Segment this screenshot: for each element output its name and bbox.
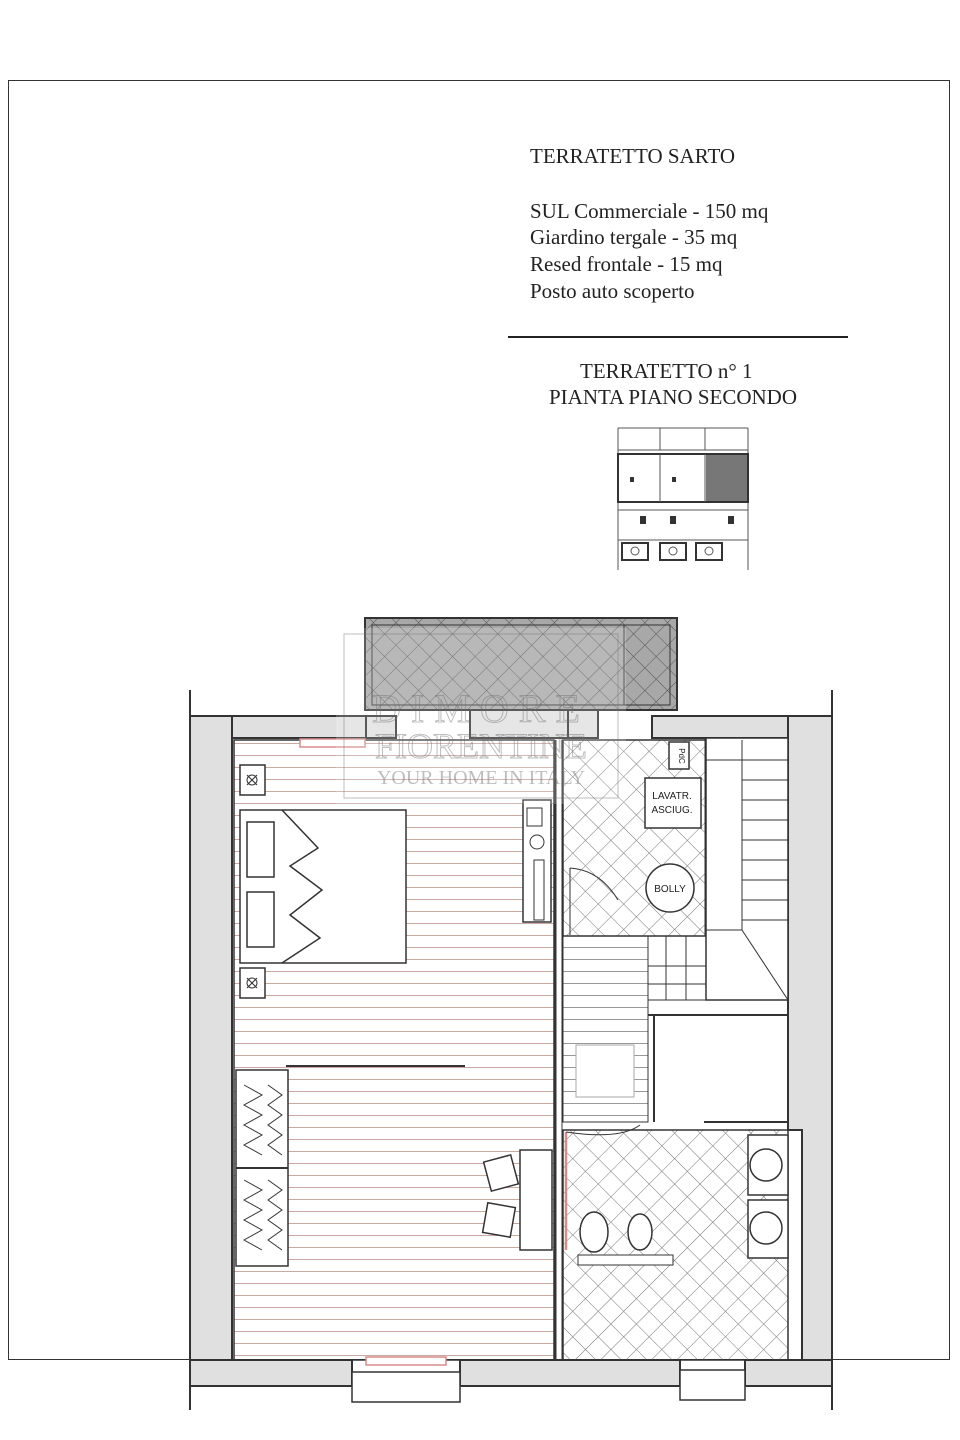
watermark-line-2: FIORENTINE	[375, 726, 587, 766]
washer-label: LAVATR.	[652, 791, 692, 802]
project-title: TERRATETTO SARTO	[530, 144, 736, 168]
watermark	[336, 628, 626, 804]
dryer-label: ASCIUG.	[651, 805, 693, 816]
spec-sul: SUL Commerciale - 150 mq	[530, 199, 769, 223]
spec-parking: Posto auto scoperto	[530, 279, 695, 303]
spec-garden: Giardino tergale - 35 mq	[530, 225, 738, 249]
desk	[523, 800, 551, 922]
bathroom	[563, 1125, 788, 1400]
watermark-line-3: YOUR HOME IN ITALY	[376, 767, 586, 789]
boiler-label: BOLLY	[654, 884, 686, 895]
spec-front-yard: Resed frontale - 15 mq	[530, 252, 723, 276]
floor-label: PIANTA PIANO SECONDO	[549, 385, 798, 409]
watermark-line-1: DIMORE	[372, 686, 590, 731]
pdc-label: PdC	[677, 748, 686, 764]
unit-label: TERRATETTO n° 1	[580, 359, 753, 383]
